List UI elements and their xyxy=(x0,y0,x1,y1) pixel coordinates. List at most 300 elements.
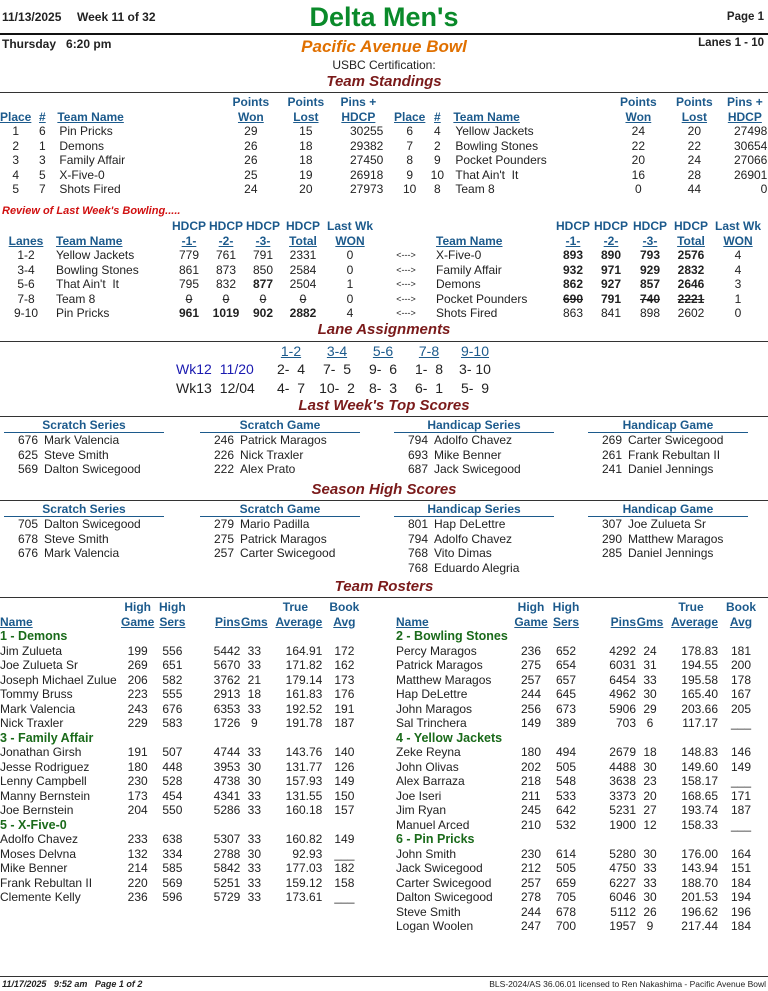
h-num: # xyxy=(434,109,441,124)
report-date: 11/13/2025 xyxy=(2,10,62,24)
score-value: 307 xyxy=(601,517,622,531)
bowler-name: Carter Swicegood xyxy=(240,546,336,560)
high-series: 583 xyxy=(162,716,183,730)
header-rule xyxy=(0,33,768,35)
points-won: 16 xyxy=(631,167,646,182)
bowler-name: Mike Benner xyxy=(434,447,502,462)
pins: 3638 xyxy=(609,774,636,788)
lane-matchup: 2- 4 xyxy=(276,361,305,377)
true-average: 217.44 xyxy=(681,919,718,933)
won: 0 xyxy=(346,291,354,306)
h-hdcp: HDCP xyxy=(208,219,243,233)
roster-header: Avg xyxy=(333,614,356,629)
score-row xyxy=(390,532,572,547)
true-average: 194.55 xyxy=(681,658,718,672)
pins-hdcp: 26901 xyxy=(733,167,768,182)
high-game: 230 xyxy=(520,846,542,861)
standings-row xyxy=(394,182,767,197)
score-value: 226 xyxy=(213,447,234,462)
game-g3: 850 xyxy=(252,262,274,277)
roster-row xyxy=(396,774,764,789)
h-hdcp: HDCP xyxy=(341,109,376,124)
roster-row xyxy=(396,861,764,876)
roster-header: Pins xyxy=(215,614,241,629)
bowler-name: Jack Swicegood xyxy=(434,462,521,476)
book-average: 182 xyxy=(334,861,355,875)
week-label: Wk12 xyxy=(176,361,212,377)
game-g1: 795 xyxy=(178,277,200,291)
score-value: 801 xyxy=(407,517,428,531)
game-g3: 877 xyxy=(252,277,274,291)
true-average: 188.70 xyxy=(681,875,718,890)
standings-row xyxy=(394,124,767,139)
games: 33 xyxy=(247,658,262,672)
book-average: 149 xyxy=(334,774,355,788)
bowler-name: Mark Valencia xyxy=(44,546,120,560)
true-average: 149.60 xyxy=(681,759,718,774)
roster-row xyxy=(0,876,366,891)
vs-arrow: <---> xyxy=(396,264,416,275)
game-g1: 961 xyxy=(178,306,200,320)
bowler-name: Patrick Maragos xyxy=(240,531,327,546)
book-average: ___ xyxy=(730,817,752,832)
book-average: 167 xyxy=(730,687,752,701)
h-points: Points xyxy=(676,95,713,109)
score-value: 794 xyxy=(407,433,428,447)
pins: 6227 xyxy=(609,875,636,890)
h-won: Won xyxy=(625,109,652,124)
h-hdcp: HDCP xyxy=(245,219,280,233)
roster-row xyxy=(396,905,764,920)
book-average: 178 xyxy=(730,672,752,687)
h-lastwk: Last Wk xyxy=(326,219,373,233)
pins: 6031 xyxy=(609,658,636,672)
lane-matchup: 5- 9 xyxy=(460,380,489,396)
h-team: Team Name xyxy=(453,109,520,124)
lane-pair: 1-2 xyxy=(280,343,302,359)
roster-row xyxy=(396,644,764,659)
player-name: Nick Traxler xyxy=(0,716,64,730)
score-row xyxy=(196,462,378,477)
score-column-header: Scratch Game xyxy=(200,502,360,517)
points-won: 25 xyxy=(244,167,258,182)
score-value: 768 xyxy=(407,560,428,575)
pins: 4962 xyxy=(609,687,636,701)
high-game: 236 xyxy=(127,890,148,904)
bowler-name: Matthew Maragos xyxy=(628,531,724,546)
score-row xyxy=(0,532,182,547)
h-won: WON xyxy=(723,233,753,248)
h-hdcp: HDCP xyxy=(285,219,320,233)
h-pins: Pins + xyxy=(727,95,763,109)
game-total: 2584 xyxy=(289,262,317,277)
opp-game-ototal: 2221 xyxy=(677,291,705,306)
bowler-name: Mario Padilla xyxy=(240,517,310,531)
player-name: Carter Swicegood xyxy=(396,875,492,890)
lane-assign-table xyxy=(176,343,498,398)
high-game: 180 xyxy=(127,759,148,774)
book-average: 157 xyxy=(334,803,355,817)
score-row xyxy=(584,448,766,463)
standings-row xyxy=(0,124,383,139)
player-name: Moses Delvna xyxy=(0,846,77,861)
high-game: 211 xyxy=(521,788,541,803)
book-average: 187 xyxy=(334,716,355,730)
won: 0 xyxy=(346,248,354,262)
games: 20 xyxy=(643,788,657,803)
score-value: 687 xyxy=(407,462,428,476)
standings-rule xyxy=(0,92,768,93)
high-series: 533 xyxy=(555,788,577,803)
h-hdcp: HDCP xyxy=(632,219,667,233)
roster-header: High xyxy=(552,600,580,614)
games: 33 xyxy=(247,875,262,890)
opp-game-og1: 690 xyxy=(562,291,584,306)
player-name: Matthew Maragos xyxy=(396,672,492,687)
true-average: 171.82 xyxy=(285,658,323,672)
score-row xyxy=(196,517,378,532)
opp-game-og3: 793 xyxy=(639,248,661,262)
roster-row xyxy=(0,716,366,731)
team-name: Yellow Jackets xyxy=(56,248,135,262)
true-average: 173.61 xyxy=(285,890,323,904)
rosters-rule xyxy=(0,597,768,598)
standings-left xyxy=(0,95,383,197)
score-row xyxy=(0,448,182,463)
true-average: 178.83 xyxy=(681,643,718,658)
pins: 6046 xyxy=(609,890,636,904)
bowler-name: Steve Smith xyxy=(44,447,109,462)
team-name: Team 8 xyxy=(56,291,96,306)
player-name: Mark Valencia xyxy=(0,701,76,716)
roster-row xyxy=(0,803,366,818)
true-average: 196.62 xyxy=(681,904,718,919)
bowler-name: Adolfo Chavez xyxy=(434,531,513,546)
lane-matchup: 6- 1 xyxy=(414,380,443,396)
player-name: Jesse Rodriguez xyxy=(0,759,90,774)
opp-won: 1 xyxy=(734,291,742,306)
score-column-header: Handicap Game xyxy=(588,502,748,517)
roster-row xyxy=(396,919,764,934)
roster-row xyxy=(396,818,764,833)
high-series: 645 xyxy=(555,687,577,701)
bowler-name: Nick Traxler xyxy=(240,447,304,462)
roster-team-name: 6 - Pin Pricks xyxy=(396,832,475,846)
pins: 3953 xyxy=(213,759,241,774)
book-average: 205 xyxy=(730,701,752,716)
roster-row xyxy=(396,803,764,818)
opp-team-name: Shots Fired xyxy=(436,306,498,320)
place: 10 xyxy=(403,182,417,196)
h-points: Points xyxy=(287,95,325,109)
true-average: 201.53 xyxy=(681,890,718,904)
team-name: Team 8 xyxy=(455,182,495,196)
team-number: 6 xyxy=(39,124,46,138)
game-g1: 861 xyxy=(178,262,200,277)
high-series: 507 xyxy=(162,745,183,759)
score-column-header: Scratch Series xyxy=(4,502,164,517)
score-row xyxy=(196,448,378,463)
center-name: Pacific Avenue Bowl xyxy=(301,37,467,56)
player-name: Mike Benner xyxy=(0,861,68,875)
pins-hdcp: 27066 xyxy=(733,153,768,167)
points-won: 22 xyxy=(631,138,646,153)
opp-game-og1: 862 xyxy=(562,277,584,291)
h-lastwk: Last Wk xyxy=(714,219,761,233)
week-date-label: 11/20 xyxy=(219,361,254,377)
score-column-header: Handicap Series xyxy=(394,418,554,433)
player-name: Jim Zulueta xyxy=(0,643,63,658)
bowler-name: Mark Valencia xyxy=(44,433,120,447)
book-average: 158 xyxy=(334,875,355,890)
high-game: 199 xyxy=(127,643,148,658)
roster-left xyxy=(0,600,366,905)
high-game: 269 xyxy=(127,658,148,672)
games: 33 xyxy=(247,788,262,803)
opp-won: 4 xyxy=(734,262,742,277)
high-game: 204 xyxy=(127,803,148,817)
pins: 5670 xyxy=(213,658,241,672)
opp-team-name: Demons xyxy=(436,277,481,291)
footer-left: 11/17/2025 9:52 am Page 1 of 2 xyxy=(2,979,143,989)
pins-hdcp: 26918 xyxy=(349,167,384,182)
score-column xyxy=(584,418,766,477)
h-won: Won xyxy=(237,109,264,124)
high-series: 673 xyxy=(555,701,577,716)
score-column xyxy=(196,502,378,561)
points-lost: 19 xyxy=(299,167,313,182)
games: 30 xyxy=(247,774,262,788)
points-lost: 18 xyxy=(299,138,313,153)
game-total: 2331 xyxy=(289,248,317,262)
lanes: 3-4 xyxy=(17,262,35,277)
games: 33 xyxy=(247,643,262,658)
roster-team-name: 2 - Bowling Stones xyxy=(396,629,508,643)
team-number: 3 xyxy=(39,153,46,167)
review-row xyxy=(0,306,764,321)
roster-header: Average xyxy=(671,614,718,629)
true-average: 131.55 xyxy=(285,788,323,803)
high-series: 334 xyxy=(162,846,183,861)
game-g1: 779 xyxy=(178,248,200,262)
h-place: Place xyxy=(394,109,426,124)
pins: 703 xyxy=(615,716,636,730)
page-label: Page 1 xyxy=(726,11,764,23)
bowler-name: Daniel Jennings xyxy=(628,462,714,476)
seasonhigh-rule xyxy=(0,500,768,501)
place: 4 xyxy=(12,167,20,182)
game-g3: 902 xyxy=(252,306,274,320)
true-average: 117.17 xyxy=(682,716,718,730)
roster-row xyxy=(396,702,764,717)
h-won: WON xyxy=(335,233,365,248)
high-game: 236 xyxy=(520,643,542,658)
true-average: 148.83 xyxy=(681,745,718,759)
high-game: 278 xyxy=(520,890,542,904)
bowler-name: Adolfo Chavez xyxy=(434,433,513,447)
high-game: 132 xyxy=(127,846,148,861)
place: 5 xyxy=(12,182,20,196)
week-label: Wk13 xyxy=(176,380,212,396)
team-name: Pin Pricks xyxy=(59,124,113,138)
player-name: Joe Zulueta Sr xyxy=(0,658,79,672)
pins: 1900 xyxy=(609,817,636,832)
team-name: X-Five-0 xyxy=(59,167,105,182)
true-average: 203.66 xyxy=(681,701,718,716)
game-g1: 0 xyxy=(185,291,193,306)
pins-hdcp: 27450 xyxy=(349,153,384,167)
roster-row xyxy=(0,760,366,775)
team-number: 7 xyxy=(39,182,46,196)
games: 12 xyxy=(643,817,657,832)
true-average: 176.00 xyxy=(681,846,718,861)
book-average: ___ xyxy=(334,846,355,861)
score-row xyxy=(0,517,182,532)
h-total: Total xyxy=(289,233,317,248)
player-name: Jack Swicegood xyxy=(396,861,483,875)
roster-row xyxy=(396,716,764,731)
score-value: 569 xyxy=(17,462,38,476)
book-average: 181 xyxy=(730,643,752,658)
score-value: 241 xyxy=(601,462,622,476)
roster-row xyxy=(0,847,366,862)
true-average: 193.74 xyxy=(681,803,718,817)
h-points: Points xyxy=(232,95,270,109)
book-average: ___ xyxy=(730,716,752,730)
pins: 5442 xyxy=(213,643,241,658)
high-series: 556 xyxy=(162,643,183,658)
roster-team-name: 4 - Yellow Jackets xyxy=(396,730,503,745)
high-series: 652 xyxy=(555,643,577,658)
h-hdcp: HDCP xyxy=(727,109,762,124)
score-value: 693 xyxy=(407,447,428,462)
player-name: Alex Barraza xyxy=(396,774,465,788)
roster-header: Book xyxy=(726,600,756,614)
score-column xyxy=(390,502,572,575)
roster-row xyxy=(0,832,366,847)
h-g3: -3- xyxy=(255,233,271,248)
score-row xyxy=(390,448,572,463)
player-name: Jim Ryan xyxy=(396,803,447,817)
seasonhigh-title: Season High Scores xyxy=(311,481,457,498)
book-average: 149 xyxy=(334,832,355,846)
bowler-name: Patrick Maragos xyxy=(240,433,327,447)
roster-row xyxy=(0,687,366,702)
vs-arrow: <---> xyxy=(396,250,416,260)
h-hdcp: HDCP xyxy=(171,219,206,233)
footer-rule xyxy=(0,976,768,977)
high-game: 149 xyxy=(520,716,542,730)
high-series: 555 xyxy=(162,687,183,701)
score-row xyxy=(0,433,182,448)
roster-row xyxy=(396,687,764,702)
pins: 5906 xyxy=(609,701,636,716)
games: 18 xyxy=(247,687,262,701)
standings-right xyxy=(394,95,767,197)
score-value: 794 xyxy=(407,531,428,546)
points-lost: 24 xyxy=(687,153,702,167)
score-column-header: Scratch Series xyxy=(4,418,164,433)
roster-row xyxy=(396,745,764,760)
roster-row xyxy=(396,658,764,673)
games: 30 xyxy=(643,890,657,904)
high-game: 218 xyxy=(520,774,542,788)
opp-team-name: Pocket Pounders xyxy=(436,291,528,306)
book-average: 176 xyxy=(334,687,355,701)
player-name: John Smith xyxy=(396,846,457,861)
bowler-name: Carter Swicegood xyxy=(628,433,724,447)
h-pins: Pins + xyxy=(340,95,377,109)
score-value: 246 xyxy=(213,433,234,447)
roster-header: High xyxy=(124,600,152,614)
pins-hdcp: 27498 xyxy=(733,124,768,138)
h-team: Team Name xyxy=(57,109,124,124)
score-value: 275 xyxy=(213,531,234,546)
opp-game-ototal: 2646 xyxy=(677,277,705,291)
pins-hdcp: 0 xyxy=(760,182,768,196)
opp-game-og1: 932 xyxy=(562,262,584,277)
high-game: 257 xyxy=(520,672,542,687)
roster-row xyxy=(396,673,764,688)
opp-game-og2: 927 xyxy=(600,277,622,291)
player-name: Frank Rebultan II xyxy=(0,875,93,890)
points-lost: 20 xyxy=(687,124,702,138)
games: 18 xyxy=(643,745,657,759)
high-game: 247 xyxy=(520,919,542,933)
book-average: 171 xyxy=(730,788,752,803)
true-average: 160.82 xyxy=(285,832,323,846)
team-name: Shots Fired xyxy=(59,182,121,196)
high-game: 243 xyxy=(127,701,148,716)
day-time: Thursday 6:20 pm xyxy=(2,37,112,51)
pins: 5842 xyxy=(213,861,241,875)
place: 7 xyxy=(406,138,414,153)
player-name: Tommy Bruss xyxy=(0,687,73,701)
games: 30 xyxy=(247,846,262,861)
points-won: 0 xyxy=(635,182,642,196)
place: 1 xyxy=(12,124,20,138)
team-name: Bowling Stones xyxy=(455,138,539,153)
place: 3 xyxy=(12,153,20,167)
player-name: Joe Bernstein xyxy=(0,803,74,817)
bowler-name: Hap DeLettre xyxy=(434,517,506,531)
true-average: 168.65 xyxy=(681,788,718,803)
player-name: Logan Woolen xyxy=(396,919,474,933)
standings-row xyxy=(394,168,767,183)
true-average: 143.76 xyxy=(285,745,323,759)
points-lost: 22 xyxy=(687,138,702,153)
won: 1 xyxy=(346,277,354,291)
score-column xyxy=(0,502,182,561)
usbc-cert: USBC Certification: xyxy=(332,58,436,72)
vs-arrow: <---> xyxy=(396,308,416,318)
player-name: Jonathan Girsh xyxy=(0,745,82,759)
score-row xyxy=(196,546,378,561)
games: 21 xyxy=(247,672,262,687)
score-row xyxy=(584,532,766,547)
roster-row xyxy=(0,673,366,688)
true-average: 164.91 xyxy=(285,643,323,658)
team-number: 9 xyxy=(434,153,441,167)
points-lost: 28 xyxy=(687,167,702,182)
roster-header: Name xyxy=(0,614,33,629)
roster-row xyxy=(396,890,764,905)
lanes: 5-6 xyxy=(17,277,35,291)
high-series: 454 xyxy=(162,788,183,803)
games: 33 xyxy=(643,861,657,875)
roster-row xyxy=(0,644,366,659)
score-value: 261 xyxy=(601,447,622,462)
